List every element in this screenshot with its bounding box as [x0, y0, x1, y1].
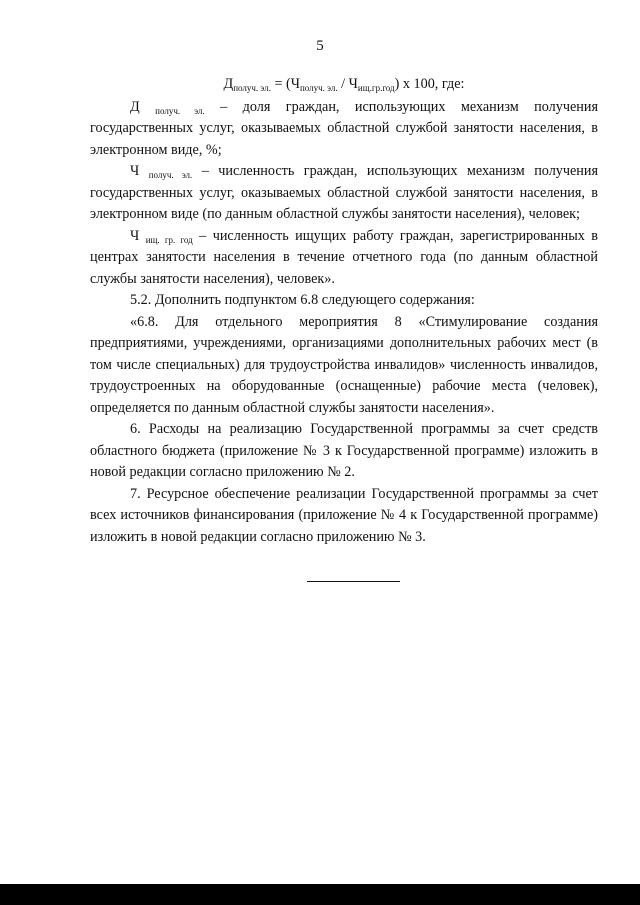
- formula-eq-open: = (Ч: [274, 76, 300, 92]
- definition-count-jobseekers: [90, 226, 598, 291]
- definition-share: [90, 97, 598, 162]
- paragraph-7: 7. Ресурсное обеспечение реализации Государственной программы за счет всех источников финансирования (приложение № 4 к Государственной программе) изложить в новой редакции согласно приложению № 3.: [90, 485, 598, 545]
- definition-subscript: получ. эл.: [148, 170, 193, 180]
- definition-symbol: Ч: [130, 163, 140, 179]
- formula-tail: ) х 100, где:: [394, 76, 465, 92]
- formula-denominator-subscript: ищ.гр.год: [357, 83, 395, 93]
- paragraph-6: 6. Расходы на реализацию Государственной программы за счет средств областного бюджета (приложение № 3 к Государственной программе) изложить в новой редакции согласно приложению № 2.: [90, 421, 598, 480]
- definition-symbol: Д: [130, 98, 140, 115]
- page-number: 5: [316, 38, 324, 54]
- scan-bottom-bar: [0, 884, 640, 905]
- formula: [90, 74, 598, 96]
- paragraph-6-8: «6.8. Для отдельного мероприятия 8 «Стимулирование создания предприятиями, учреждениями, организациями дополнительных рабочих мест (в том числе специальных) для трудоустройства инвалидов» численность инвалидов, трудоустроенных на оборудованные (оснащенные) рабочие места (человек), определяется по данным областной службы занятости населения».: [90, 313, 598, 416]
- definition-text: – численность ищущих работу граждан, зарегистрированных в центрах занятости населения в течение отчетного года (по данным областной службы занятости населения), человек».: [90, 227, 599, 287]
- paragraph-5-2: 5.2. Дополнить подпунктом 6.8 следующего содержания:: [130, 292, 475, 308]
- formula-numerator-subscript: получ. эл.: [299, 83, 338, 93]
- definition-count-electronic: [90, 161, 598, 226]
- definition-subscript: получ. эл.: [155, 105, 205, 116]
- definition-symbol: Ч: [130, 227, 140, 244]
- document-body: [90, 74, 598, 548]
- definition-text: – доля граждан, использующих механизм получения государственных услуг, оказываемых областной службой занятости населения, в электронном виде, %;: [90, 98, 598, 158]
- end-divider: [307, 581, 400, 582]
- definition-text: – численность граждан, использующих механизм получения государственных услуг, оказываемых областной службой занятости населения, в электронном виде (по данным областной службы занятости населения), человек;: [90, 163, 599, 222]
- formula-lhs-subscript: получ. эл.: [233, 83, 271, 93]
- formula-lhs: Д: [223, 76, 234, 92]
- formula-slash: / Ч: [337, 76, 358, 92]
- definition-subscript: ищ. гр. год: [145, 234, 193, 245]
